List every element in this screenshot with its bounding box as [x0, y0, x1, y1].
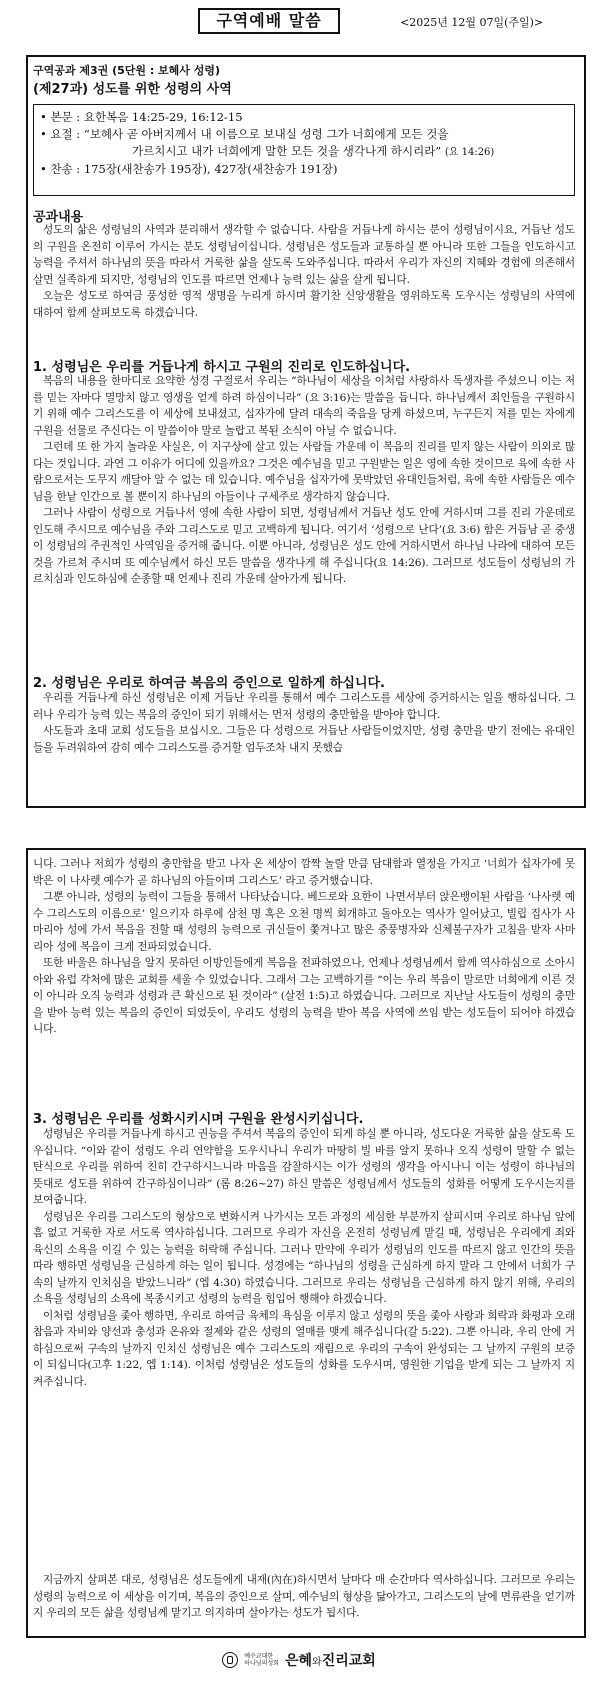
paragraph: 그러나 사람이 성령으로 거듭나서 영에 속한 사람이 되면, 성령님께서 거듭난 성도 안에 거하시며 그를 진리 가운데로 인도해 주시므로 예수님을 주와 그리스도로 믿고 고백하게 됩니다. 여기서 ‘성령으로 난다’(요 3:6) 함은 거듭남 곧 중생이 성령님의 주권적인 사역임을 증거해 줍니다. 이뿐 아니라, 성령님은 성도 안에 거하시면서 하나님 나라에 대하여 모든 것을 가르쳐 주시며 또 예수님께서 하신 모든 말씀을 생각나게 해 주십니다(요 14:26). 그러므로 성도들이 성령님의 가르치심과 인도하심에 순종할 때 언제나 진리 가운데 살아가게 됩니다. — [33, 507, 575, 585]
conclusion-text — [33, 1572, 575, 1622]
paragraph: 지금까지 살펴본 대로, 성령님은 성도들에게 내재(內在)하시면서 날마다 매 순간마다 역사하십니다. 그러므로 우리는 성령의 능력으로 이 세상을 이기며, 복음의 증인으로 살며, 예수님의 형상을 닮아가고, 그리스도의 날에 면류관을 얻기까지 우리의 모든 삶을 성령님께 맡기고 의지하며 살아가는 성도가 됩시다. — [33, 1574, 575, 1619]
paragraph: 성령님은 우리를 거듭나게 하시고 권능을 주셔서 복음의 증인이 되게 하실 뿐 아니라, 성도다운 거룩한 삶을 살도록 도우십니다. “이와 같이 성령도 우리 연약함을 도우시나니 우리가 마땅히 빌 바를 알지 못하나 오직 성령이 말할 수 없는 탄식으로 우리를 위하여 친히 간구하시느니라 마음을 감찰하시는 이가 성령의 생각을 아시나니 이는 성령이 하나님의 뜻대로 성도를 위하여 간구하심이니라” (롬 8:26~27) 하신 말씀은 성령님께서 성도들의 성화를 어떻게 도우시는지를 보여줍니다. — [33, 1128, 575, 1206]
section-2-text-page-1 — [33, 690, 575, 756]
paragraph: 또한 바울은 하나님을 알지 못하던 이방인들에게 복음을 전파하였으나, 언제나 성령님께서 함께 역사하심으로 소아시아와 유럽 각처에 많은 교회를 세울 수 있었습니다. 그래서 그는 고백하기를 “이는 우리 복음이 말로만 너희에게 이른 것이 아니라 오직 능력과 성령과 큰 확신으로 된 것이라” (살전 1:5)고 하였습니다. 그러므로 지난날 사도들이 성령의 충만을 받아 능력 있는 복음의 증인이 되었듯이, 우리도 성령의 능력을 받아 복음 사역에 쓰임 받는 성도들이 되어야 하겠습니다. — [33, 957, 575, 1035]
service-date: <2025년 12월 07일(주일)> — [400, 16, 544, 29]
paragraph: 성령님은 우리를 그리스도의 형상으로 변화시켜 나가시는 모든 과정의 세심한 부분까지 살피시며 우리로 하나님 앞에 흠 없고 거룩한 자로 서도록 역사하십니다. 그러므로 우리가 자신을 온전히 성령님께 맡길 때, 성령님은 우리에게 죄와 육신의 소욕을 이길 수 있는 능력을 허락해 주십니다. 그러나 만약에 우리가 성령님의 인도를 따르지 않고 인간의 뜻을 따라 행하면 성령님을 근심하게 하는 일이 됩니다. 성경에는 “하나님의 성령을 근심하게 하지 말라 그 안에서 너희가 구속의 날까지 인치심을 받았느니라” (엡 4:30) 하였습니다. 그러므로 우리는 성령님을 근심하게 하지 않기 위해, 우리의 소욕을 성령님의 소욕에 복종시키고 성령의 능력을 힘입어 행해야 하겠습니다. — [33, 1210, 575, 1305]
intro-text — [33, 222, 575, 321]
paragraph: 오늘은 성도로 하여금 풍성한 영적 생명을 누리게 하시며 활기찬 신앙생활을 영위하도록 도우시는 성령님의 사역에 대하여 함께 살펴보도록 하겠습니다. — [33, 290, 575, 319]
section-2-heading: 2. 성령님은 우리로 하여금 복음의 증인으로 일하게 하십니다. — [33, 676, 385, 691]
lesson-series: 구역공과 제3권 (5단원 : 보혜사 성령) — [33, 64, 221, 77]
key-verse-line-1: • 요절 : “보혜사 곧 아버지께서 내 이름으로 보내실 성령 그가 너희에게 모든 것을 — [40, 127, 449, 141]
church-seal-icon — [222, 1652, 238, 1668]
hymn-line: • 찬송 : 175장(새찬송가 195장), 427장(새찬송가 191장) — [40, 162, 338, 176]
key-verse-line-2: 가르치시고 내가 너희에게 말한 모든 것을 생각나게 하시리라” (요 14:26) — [132, 144, 495, 158]
paragraph: 우리를 거듭나게 하신 성령님은 이제 거듭난 우리를 통해서 예수 그리스도를 세상에 증거하시는 일을 행하십니다. 그러나 우리가 능력 있는 복음의 증인이 되기 위해서는 먼저 성령의 충만함을 받아야 합니다. — [33, 692, 575, 721]
section-1-text — [33, 373, 575, 588]
key-verse-ref: (요 14:26) — [444, 147, 495, 158]
church-footer — [0, 1650, 598, 1672]
intro-heading: 공과내용 — [33, 210, 84, 225]
church-name: 은혜와진리교회 — [284, 1653, 376, 1669]
paragraph: 사도들과 초대 교회 성도들을 보십시오. 그들은 다 성령으로 거듭난 사람들이었지만, 성령 충만을 받기 전에는 유대인들을 두려워하여 감히 예수 그리스도를 증거할 엄두조차 내지 못했습 — [33, 725, 575, 754]
denomination-label: 예수교대한 하나님의성회 — [244, 1653, 279, 1667]
paragraph: 니다. 그러나 저희가 성령의 충만함을 받고 나자 온 세상이 깜짝 놀랄 만큼 담대함과 열정을 가지고 ‘너희가 십자가에 못박은 이 나사렛 예수가 곧 하나님의 아들이며 그리스도’ 라고 증거했습니다. — [33, 858, 575, 887]
scripture-info-box — [33, 104, 575, 196]
section-3-heading: 3. 성령님은 우리를 성화시키시며 구원을 완성시키십니다. — [33, 1112, 364, 1127]
section-3-text — [33, 1126, 575, 1390]
paragraph: 그런데 또 한 가지 놀라운 사실은, 이 지구상에 살고 있는 사람들 가운데 이 복음의 진리를 믿지 않는 사람이 의외로 많다는 것입니다. 과연 그 이유가 어디에 있을까요? 그것은 예수님을 믿고 구원받는 일은 영에 속한 것이므로 육에 속한 사람으로서는 도무지 깨달아 알 수 없는 데 있습니다. 예수님을 십자가에 못박았던 유대인들처럼, 육에 속한 사람들은 예수님을 한낱 인간으로 볼 뿐이지 하나님의 아들이나 구세주로 생각하지 않습니다. — [33, 441, 575, 503]
paragraph: 그뿐 아니라, 성령의 능력이 그들을 통해서 나타났습니다. 베드로와 요한이 나면서부터 앉은뱅이된 사람을 ‘나사렛 예수 그리스도의 이름으로’ 일으키자 하루에 삼천 명 혹은 오천 명씩 회개하고 돌아오는 역사가 일어났고, 빌립 집사가 사마리아 성에 가서 복음을 전할 때 성령의 능력으로 귀신들이 쫓겨나고 많은 중풍병자와 신체불구자가 고침을 받자 사마리아 성에 복음이 크게 전파되었습니다. — [33, 891, 575, 953]
scripture-line: • 본문 : 요한복음 14:25-29, 16:12-15 — [40, 110, 243, 124]
section-2-text-page-2 — [33, 856, 575, 1038]
paragraph: 복음의 내용을 한마디로 요약한 성경 구절로서 우리는 “하나님이 세상을 이처럼 사랑하사 독생자를 주셨으니 이는 저를 믿는 자마다 멸망치 않고 영생을 얻게 하려 하심이니라” (요 3:16)는 말씀을 듭니다. 하나님께서 죄인들을 구원하시기 위해 예수 그리스도를 이 세상에 보내셨고, 십자가에 달려 대속의 죽음을 당케 하셨으며, 누구든지 저를 믿는 자에게 구원을 선물로 주신다는 이 말씀이야 말로 놀랍고 복된 소식이 아닐 수 없습니다. — [33, 375, 575, 437]
section-1-heading: 1. 성령님은 우리를 거듭나게 하시고 구원의 진리로 인도하십니다. — [33, 360, 411, 375]
paragraph: 이처럼 성령님을 좇아 행하면, 우리로 하여금 육체의 욕심을 이루지 않고 성령의 뜻을 좇아 사랑과 희락과 화평과 오래 참음과 자비와 양선과 충성과 온유와 절제와 같은 성령의 열매를 맺게 해주십니다(갈 5:22). 그뿐 아니라, 우리 안에 거하심으로써 구속의 날까지 인치신 성령님은 예수 그리스도의 재림으로 우리의 구속이 완성되는 그 날까지 구원의 보증이 되십니다(고후 1:22, 엡 1:14). 이처럼 성령님은 성도들의 성화를 도우시며, 영원한 기업을 받게 되는 그 날까지 지켜주십니다. — [33, 1309, 575, 1388]
page-title: 구역예배 말씀 — [198, 8, 340, 34]
paragraph: 성도의 삶은 성령님의 사역과 분리해서 생각할 수 없습니다. 사람을 거듭나게 하시는 분이 성령님이시요, 거듭난 성도의 구원을 온전히 이루어 가시는 분도 성령님이십니다. 성령님은 성도들과 교통하실 뿐 아니라 또한 그들을 인도하시고 능력을 주셔서 하나님의 뜻을 따라서 거룩한 삶을 살도록 도와주십니다. 따라서 우리가 자신의 지혜와 경험에 의존해서 살면 실족하게 되지만, 성령님의 인도를 따르면 언제나 능력 있는 삶을 살게 됩니다. — [33, 224, 575, 286]
lesson-title: (제27과) 성도를 위한 성령의 사역 — [33, 82, 232, 97]
